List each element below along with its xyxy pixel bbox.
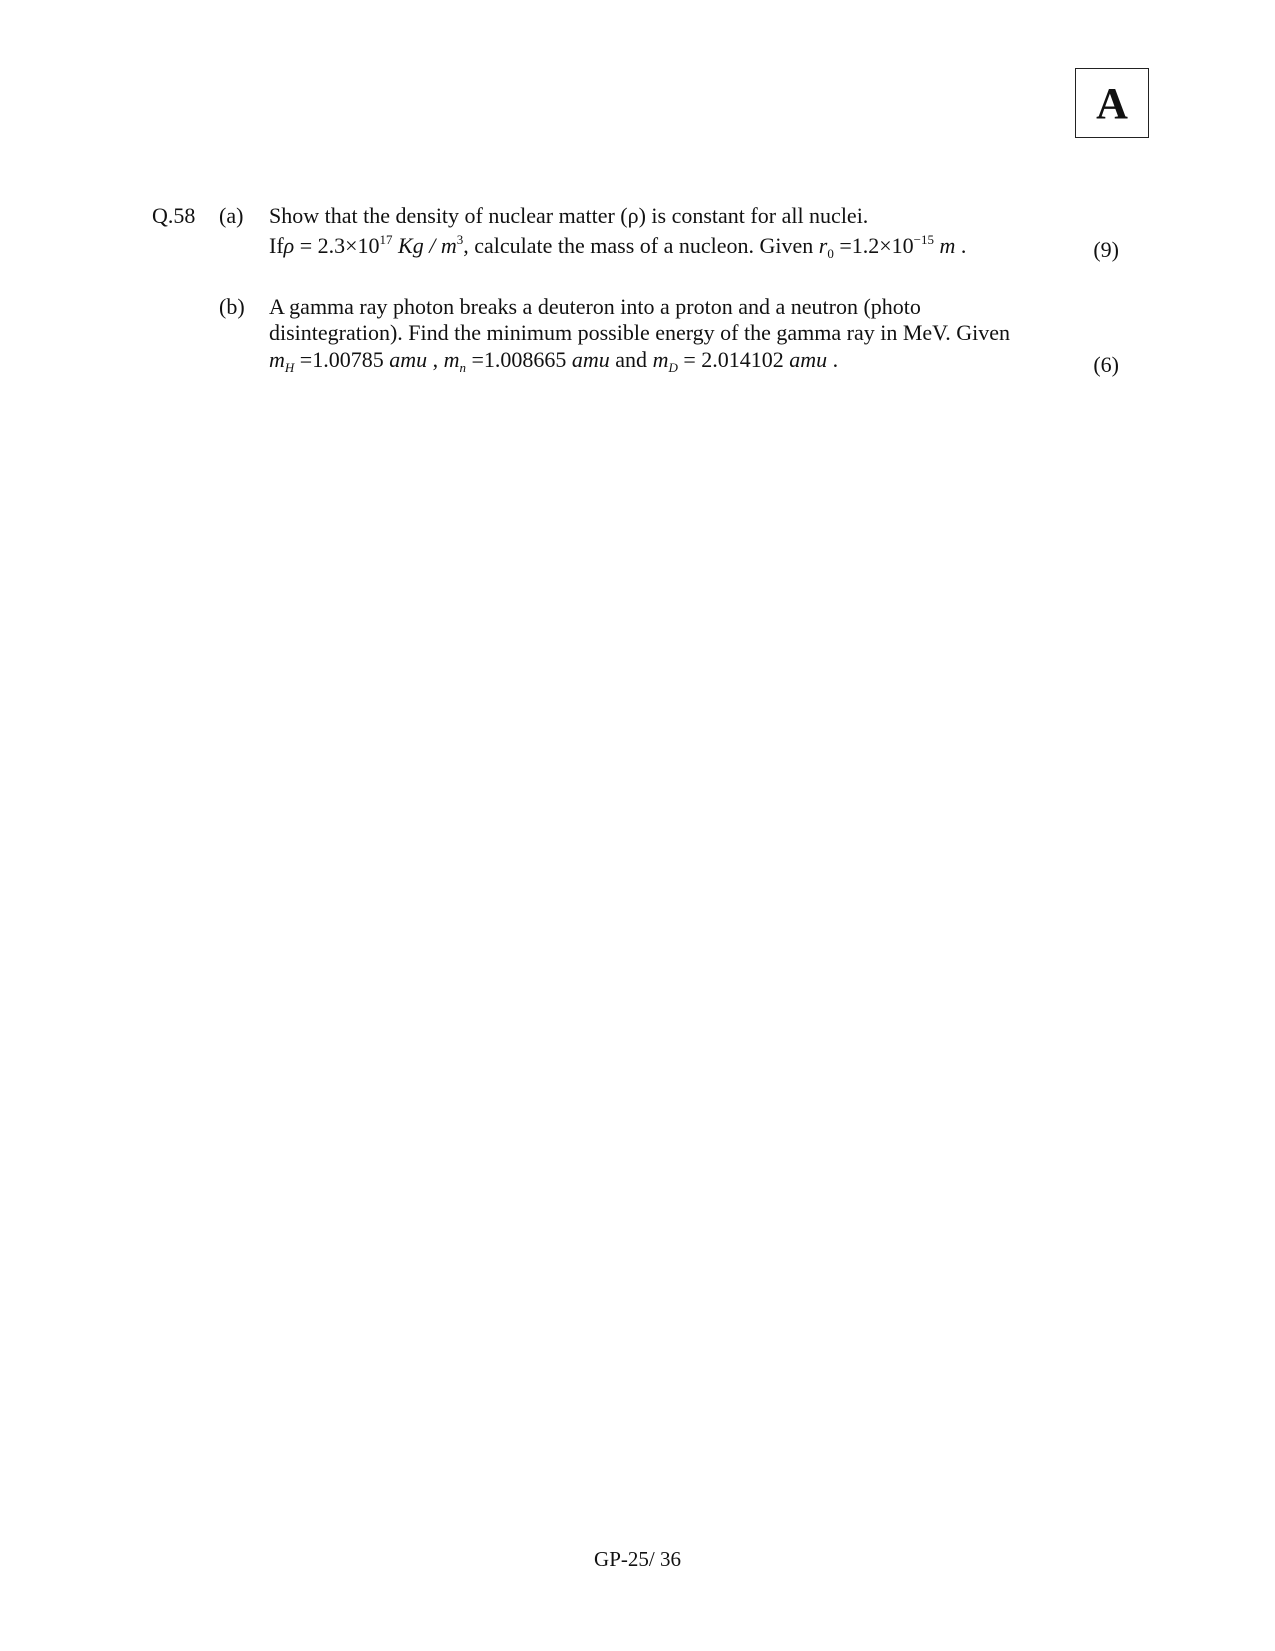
mn-subscript: n [459, 360, 466, 375]
part-b-line-2: disintegration). Find the minimum possible energy of the gamma ray in MeV. Given [269, 320, 1010, 345]
mD-symbol: m [652, 347, 669, 372]
part-b-end: . [827, 347, 839, 372]
r-subscript: 0 [827, 246, 834, 261]
part-a-mid-text: , calculate the mass of a nucleon. Given [463, 233, 819, 258]
exponent-3: 3 [456, 232, 464, 247]
r0-unit: m [934, 233, 956, 258]
part-a-marks: (9) [1093, 237, 1119, 262]
exponent-17: 17 [379, 232, 393, 247]
question-number: Q.58 [152, 203, 196, 228]
set-label-box [1075, 68, 1149, 138]
mD-value: = 2.014102 [677, 347, 790, 372]
mH-symbol: m [269, 347, 285, 372]
part-a-line-1: Show that the density of nuclear matter (ρ) is constant for all nuclei. [269, 203, 869, 228]
rho-symbol: ρ [283, 233, 295, 258]
page-footer: GP-25/ 36 [594, 1547, 681, 1571]
amu-unit-2: amu [571, 347, 610, 372]
mD-subscript: D [668, 360, 678, 375]
mn-symbol: m [443, 347, 460, 372]
amu-unit-1: amu [389, 347, 428, 372]
r0-value: =1.2×10 [833, 233, 914, 258]
part-a-end: . [955, 233, 967, 258]
mH-value: =1.00785 [294, 347, 390, 372]
part-a-line-2 [269, 233, 966, 259]
amu-unit-3: amu [789, 347, 828, 372]
density-value: = 2.3×10 [294, 233, 380, 258]
part-b-marks: (6) [1093, 352, 1119, 377]
and-text: and [609, 347, 653, 372]
part-b-line-1: A gamma ray photon breaks a deuteron into a proton and a neutron (photo [269, 294, 921, 319]
set-label: A [1096, 78, 1128, 128]
separator-1: , [427, 347, 444, 372]
mH-subscript: H [284, 360, 295, 375]
part-a-label: (a) [219, 203, 244, 228]
part-b-line-3 [269, 347, 838, 373]
r-symbol: r [818, 233, 828, 258]
exponent-minus-15: −15 [913, 232, 935, 247]
density-unit: Kg / m [392, 233, 457, 258]
part-b-label: (b) [219, 294, 245, 319]
if-text: If [269, 233, 284, 258]
mn-value: =1.008665 [465, 347, 572, 372]
